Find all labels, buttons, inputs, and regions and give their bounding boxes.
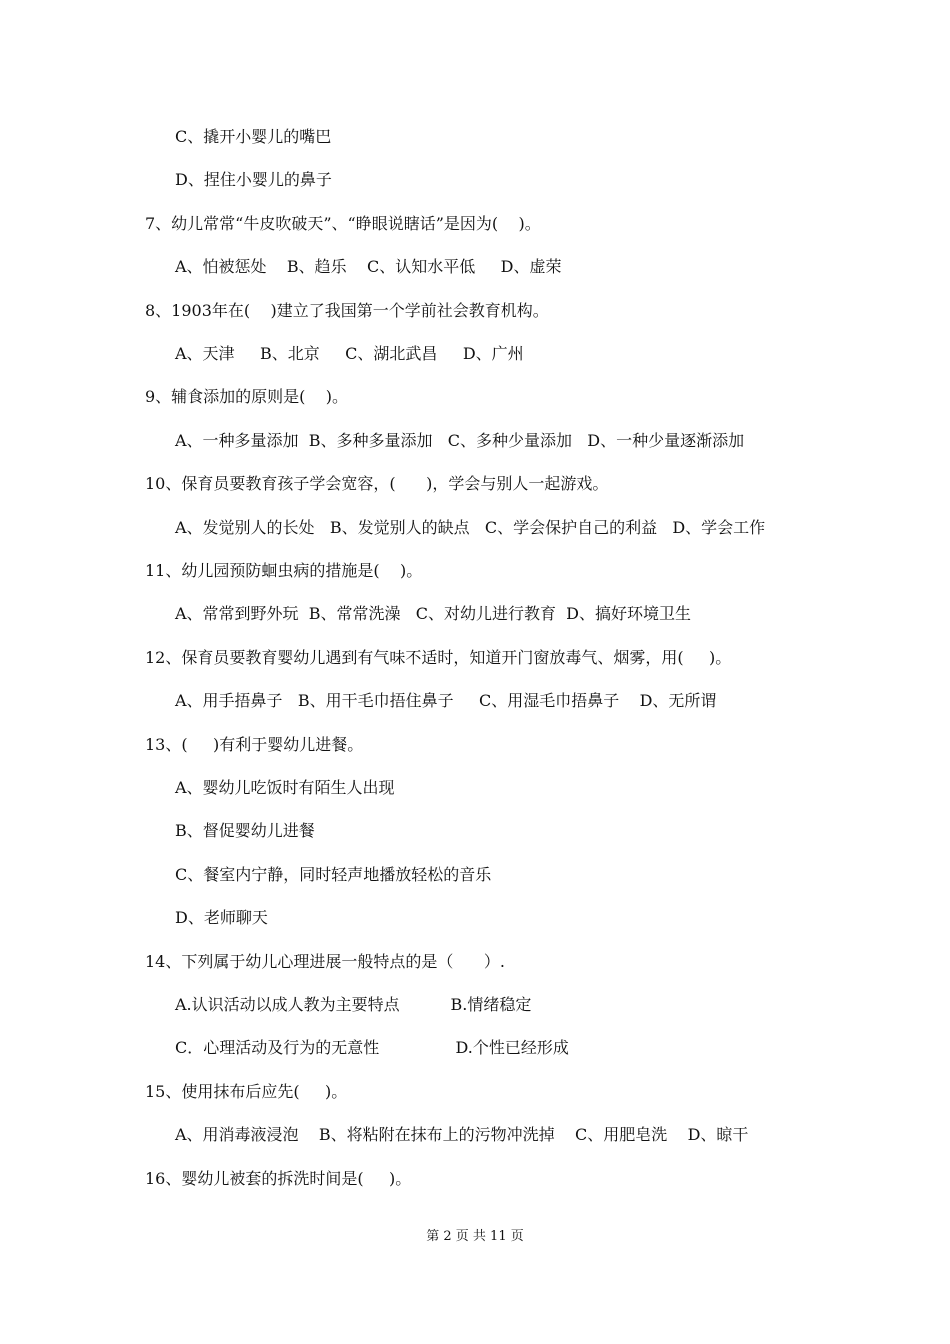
question-text: 8、1903年在( )建立了我国第一个学前社会教育机构。 <box>145 300 549 320</box>
page-footer: 第 2 页 共 11 页 <box>426 1229 524 1244</box>
option-text: A、发觉别人的长处 B、发觉别人的缺点 C、学会保护自己的利益 D、学会工作 <box>175 517 766 537</box>
option-text: C、餐室内宁静，同时轻声地播放轻松的音乐 <box>175 864 492 884</box>
question-text: 12、保育员要教育婴幼儿遇到有气味不适时，知道开门窗放毒气、烟雾，用( )。 <box>145 647 732 667</box>
option-text: A、婴幼儿吃饭时有陌生人出现 <box>175 778 395 797</box>
option-text: D、捏住小婴儿的鼻子 <box>175 170 332 190</box>
option-text: A、天津 B、北京 C、湖北武昌 D、广州 <box>175 344 524 363</box>
option-text: A、一种多量添加 B、多种多量添加 C、多种少量添加 D、一种少量逐渐添加 <box>175 430 745 450</box>
question-text: 11、幼儿园预防蛔虫病的措施是( )。 <box>145 561 423 580</box>
option-text: A、怕被惩处 B、趋乐 C、认知水平低 D、虚荣 <box>175 257 562 277</box>
question-text: 13、( )有利于婴幼儿进餐。 <box>145 734 364 754</box>
question-text: 15、使用抹布后应先( )。 <box>145 1081 348 1101</box>
question-text: 16、婴幼儿被套的拆洗时间是( )。 <box>145 1168 412 1188</box>
question-text: 10、保育员要教育孩子学会宽容，( )，学会与别人一起游戏。 <box>145 474 609 494</box>
question-text: 14、下列属于幼儿心理进展一般特点的是（ ）. <box>145 951 505 971</box>
question-text: 9、辅食添加的原则是( )。 <box>145 387 349 407</box>
option-text: C．心理活动及行为的无意性 D.个性已经形成 <box>175 1038 569 1058</box>
option-text: C、撬开小婴儿的嘴巴 <box>175 127 332 146</box>
option-text: A、常常到野外玩 B、常常洗澡 C、对幼儿进行教育 D、搞好环境卫生 <box>175 604 691 624</box>
question-text: 7、幼儿常常“牛皮吹破天”、“睁眼说瞎话”是因为( )。 <box>145 213 541 233</box>
option-text: A、用消毒液浸泡 B、将粘附在抹布上的污物冲洗掉 C、用肥皂洗 D、晾干 <box>175 1125 749 1145</box>
option-text: A、用手捂鼻子 B、用干毛巾捂住鼻子 C、用湿毛巾捂鼻子 D、无所谓 <box>175 691 717 711</box>
option-text: A.认识活动以成人教为主要特点 B.情绪稳定 <box>175 995 532 1014</box>
option-text: D、老师聊天 <box>175 908 268 928</box>
option-text: B、督促婴幼儿进餐 <box>175 821 315 841</box>
